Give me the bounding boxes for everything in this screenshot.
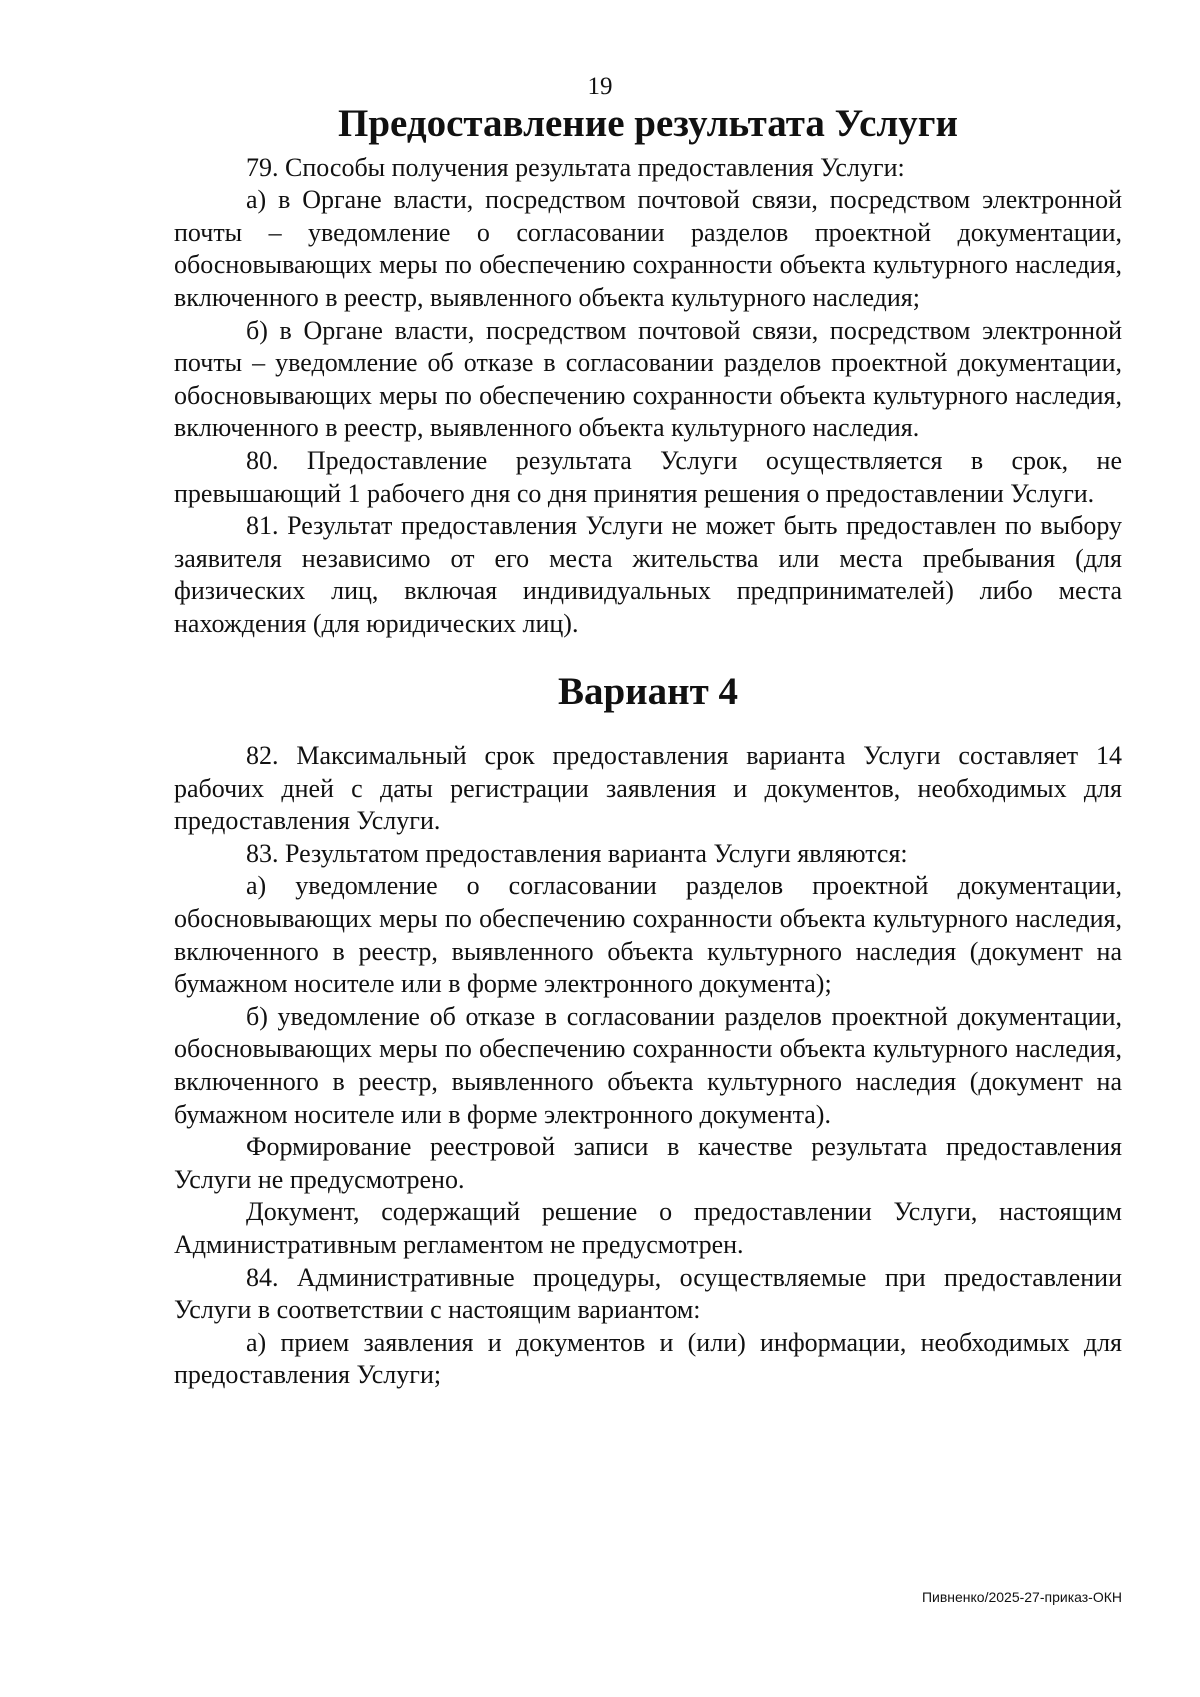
section-heading-result: Предоставление результата Услуги xyxy=(338,102,958,145)
paragraph-registry-record: Формирование реестровой записи в качестве результата предоставления Услуги не предусмотрено. xyxy=(174,1132,1122,1194)
document-body xyxy=(174,102,1122,1392)
paragraph-80: 80. Предоставление результата Услуги осуществляется в срок, не превышающий 1 рабочего дня со дня принятия решения о предоставлении Услуги. xyxy=(174,445,1122,508)
paragraph-82: 82. Максимальный срок предоставления варианта Услуги составляет 14 рабочих дней с даты регистрации заявления и документов, необходимых для предоставления Услуги. xyxy=(174,741,1122,836)
paragraph-83: 83. Результатом предоставления варианта Услуги являются: xyxy=(246,838,908,868)
paragraph-83b: б) уведомление об отказе в согласовании разделов проектной документации, обосновывающих меры по обеспечению сохранности объекта культурного наследия, включенного в реестр, выявленного объекта культурного наследия (документ на бумажном носителе или в форме электронного документа). xyxy=(174,1001,1122,1129)
paragraph-79b: б) в Органе власти, посредством почтовой связи, посредством электронной почты – уведомление об отказе в согласовании разделов проектной документации, обосновывающих меры по обеспечению сохранности объекта культурного наследия, включенного в реестр, выявленного объекта культурного наследия. xyxy=(174,315,1122,443)
paragraph-79: 79. Способы получения результата предоставления Услуги: xyxy=(246,152,905,182)
paragraph-84a: а) прием заявления и документов и (или) информации, необходимых для предоставления Услуги; xyxy=(174,1327,1122,1390)
paragraph-79a: а) в Органе власти, посредством почтовой связи, посредством электронной почты – уведомление о согласовании разделов проектной документации, обосновывающих меры по обеспечению сохранности объекта культурного наследия, включенного в реестр, выявленного объекта культурного наследия; xyxy=(174,185,1122,312)
paragraph-84: 84. Административные процедуры, осуществляемые при предоставлении Услуги в соответствии с настоящим вариантом: xyxy=(174,1262,1122,1325)
paragraph-83a: а) уведомление о согласовании разделов проектной документации, обосновывающих меры по обеспечению сохранности объекта культурного наследия, включенного в реестр, выявленного объекта культурного наследия (документ на бумажном носителе или в форме электронного документа); xyxy=(174,871,1122,999)
page-number: 19 xyxy=(587,73,613,100)
section-heading-variant-4: Вариант 4 xyxy=(557,669,739,713)
footer-document-id: Пивненко/2025-27-приказ-ОКН xyxy=(921,1589,1122,1605)
paragraph-81: 81. Результат предоставления Услуги не может быть предоставлен по выбору заявителя независимо от его места жительства или места пребывания (для физических лиц, включая индивидуальных предпринимателей) либо места нахождения (для юридических лиц). xyxy=(174,511,1122,638)
paragraph-decision-document: Документ, содержащий решение о предоставлении Услуги, настоящим Административным регламентом не предусмотрен. xyxy=(174,1197,1122,1259)
